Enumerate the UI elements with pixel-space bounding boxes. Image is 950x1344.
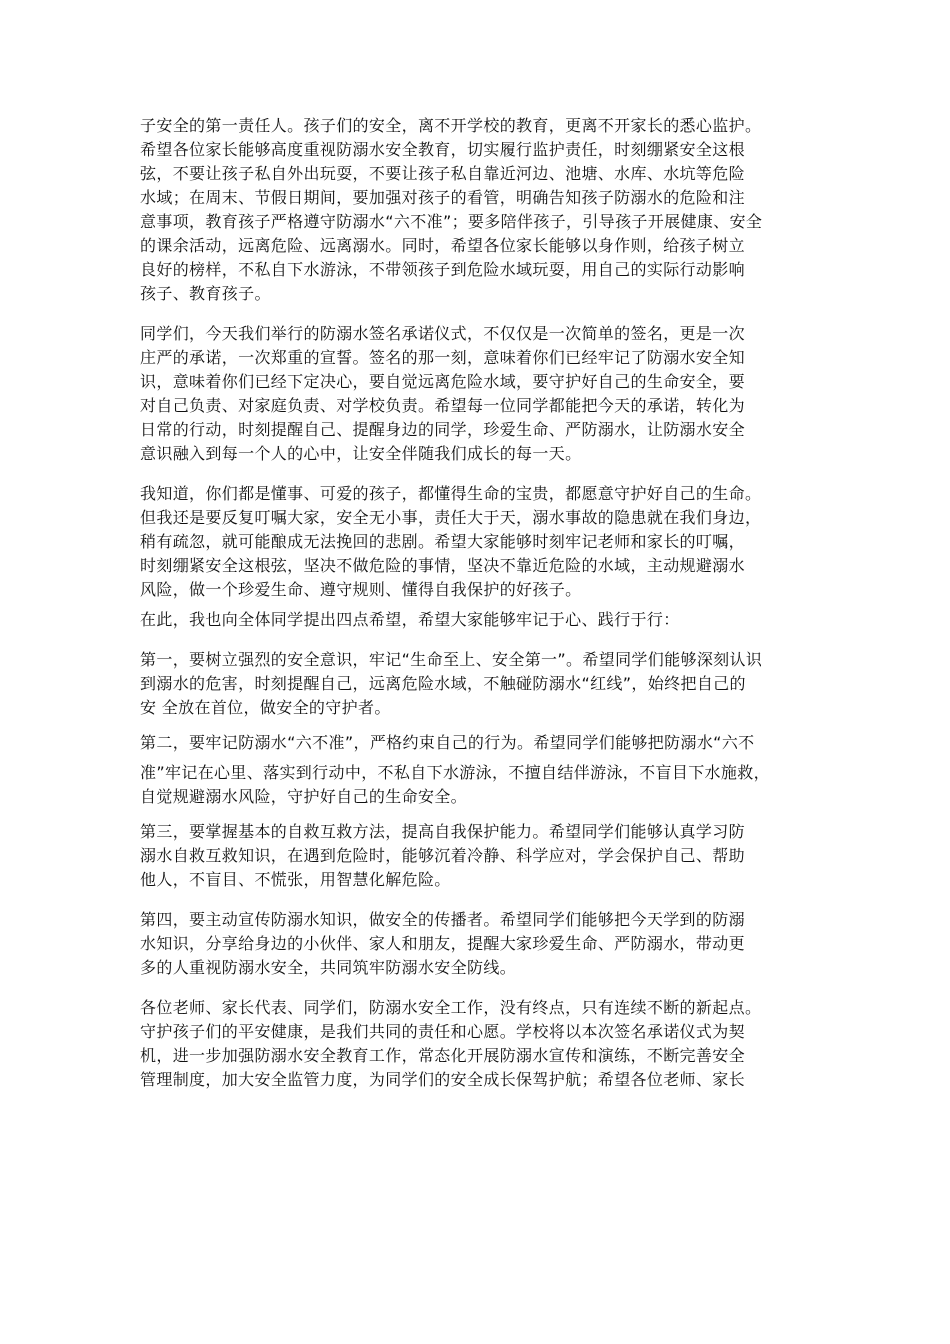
text-line: 多的人重视防溺水安全，共同筑牢防溺水安全防线。 (140, 958, 517, 977)
text-line: 庄严的承诺，一次郑重的宣誓。签名的那一刻，意味着你们已经牢记了防溺水安全知 (140, 348, 745, 367)
text-line: 但我还是要反复叮嘱大家，安全无小事，责任大于天，溺水事故的隐患就在我们身边， (140, 508, 762, 527)
document-page (140, 114, 820, 1092)
text-line: 第三，要掌握基本的自救互救方法，提高自我保护能力。希望同学们能够认真学习防 (140, 822, 745, 841)
text-line: 各位老师、家长代表、同学们，防溺水安全工作，没有终点，只有连续不断的新起点。 (140, 998, 762, 1017)
paragraph-gap (140, 980, 820, 996)
text-line: 水域；在周末、节假日期间，要加强对孩子的看管，明确告知孩子防溺水的危险和注 (140, 188, 745, 207)
paragraph-parent-responsibility (140, 114, 820, 306)
text-line: 安 全放在首位，做安全的守护者。 (140, 698, 391, 717)
paragraph-hope-third (140, 820, 820, 892)
text-line: 良好的榜样，不私自下水游泳，不带领孩子到危险水域玩耍，用自己的实际行动影响 (140, 260, 745, 279)
paragraph-gap (140, 809, 820, 820)
paragraph-gap (140, 632, 820, 648)
paragraph-pledge (140, 322, 820, 466)
text-line: 时刻绷紧安全这根弦，坚决不做危险的事情，坚决不靠近危险的水域，主动规避溺水 (140, 556, 745, 575)
text-line: 他人，不盲目、不慌张，用智慧化解危险。 (140, 870, 451, 889)
text-line: 意识融入到每一个人的心中，让安全伴随我们成长的每一天。 (140, 444, 582, 463)
text-line: 希望各位家长能够高度重视防溺水安全教育，切实履行监护责任，时刻绷紧安全这根 (140, 140, 745, 159)
paragraph-gap (140, 892, 820, 908)
text-line: 第一，要树立强烈的安全意识，牢记“生命至上、安全第一”。希望同学们能够深刻认识 (140, 650, 763, 669)
text-line: 风险，做一个珍爱生命、遵守规则、懂得自我保护的好孩子。 (140, 580, 582, 599)
text-line: 稍有疏忽，就可能酿成无法挽回的悲剧。希望大家能够时刻牢记老师和家长的叮嘱， (140, 532, 745, 551)
text-line: 第二，要牢记防溺水“六不准”，严格约束自己的行为。希望同学们能够把防溺水“六不 (140, 733, 755, 752)
paragraph-four-hopes-intro (140, 608, 820, 632)
text-line: 的课余活动，远离危险、远离溺水。同时，希望各位家长能够以身作则，给孩子树立 (140, 236, 745, 255)
paragraph-gap (140, 306, 820, 322)
text-line: 意事项，教育孩子严格遵守防溺水“六不准”；要多陪伴孩子，引导孩子开展健康、安全 (140, 212, 763, 231)
paragraph-gap (140, 466, 820, 482)
text-line: 守护孩子们的平安健康，是我们共同的责任和心愿。学校将以本次签名承诺仪式为契 (140, 1022, 745, 1041)
text-line: 对自己负责、对家庭负责、对学校负责。希望每一位同学都能把今天的承诺，转化为 (140, 396, 745, 415)
text-line: 第四，要主动宣传防溺水知识，做安全的传播者。希望同学们能够把今天学到的防溺 (140, 910, 745, 929)
paragraph-hope-second (140, 731, 820, 809)
text-line: 溺水自救互救知识，在遇到危险时，能够沉着冷静、科学应对，学会保护自己、帮助 (140, 846, 745, 865)
text-line: 弦，不要让孩子私自外出玩耍，不要让孩子私自靠近河边、池塘、水库、水坑等危险 (140, 164, 745, 183)
text-line: 机，进一步加强防溺水安全教育工作，常态化开展防溺水宣传和演练，不断完善安全 (140, 1046, 745, 1065)
text-line: 到溺水的危害，时刻提醒自己，远离危险水域，不触碰防溺水“红线”，始终把自己的 (140, 674, 746, 693)
text-line: 自觉规避溺水风险，守护好自己的生命安全。 (140, 787, 468, 806)
text-line: 日常的行动，时刻提醒自己、提醒身边的同学，珍爱生命、严防溺水，让防溺水安全 (140, 420, 745, 439)
text-line: 管理制度，加大安全监管力度，为同学们的安全成长保驾护航；希望各位老师、家长 (140, 1070, 745, 1089)
paragraph-hope-first (140, 648, 820, 720)
paragraph-hope-fourth (140, 908, 820, 980)
paragraph-closing (140, 996, 820, 1092)
text-line: 识，意味着你们已经下定决心，要自觉远离危险水域，要守护好自己的生命安全，要 (140, 372, 745, 391)
text-line: 同学们，今天我们举行的防溺水签名承诺仪式，不仅仅是一次简单的签名，更是一次 (140, 324, 745, 343)
text-line: 我知道，你们都是懂事、可爱的孩子，都懂得生命的宝贵，都愿意守护好自己的生命。 (140, 484, 762, 503)
text-line: 孩子、教育孩子。 (140, 284, 271, 303)
text-line: 在此，我也向全体同学提出四点希望，希望大家能够牢记于心、践行于行： (140, 610, 680, 629)
text-line: 水知识，分享给身边的小伙伴、家人和朋友，提醒大家珍爱生命、严防溺水，带动更 (140, 934, 745, 953)
text-line: 子安全的第一责任人。孩子们的安全，离不开学校的教育，更离不开家长的悉心监护。 (140, 116, 762, 135)
text-line: 准”牢记在心里、落实到行动中，不私自下水游泳，不擅自结伴游泳，不盲目下水施救， (140, 763, 770, 782)
paragraph-reminder (140, 482, 820, 602)
paragraph-gap (140, 720, 820, 731)
